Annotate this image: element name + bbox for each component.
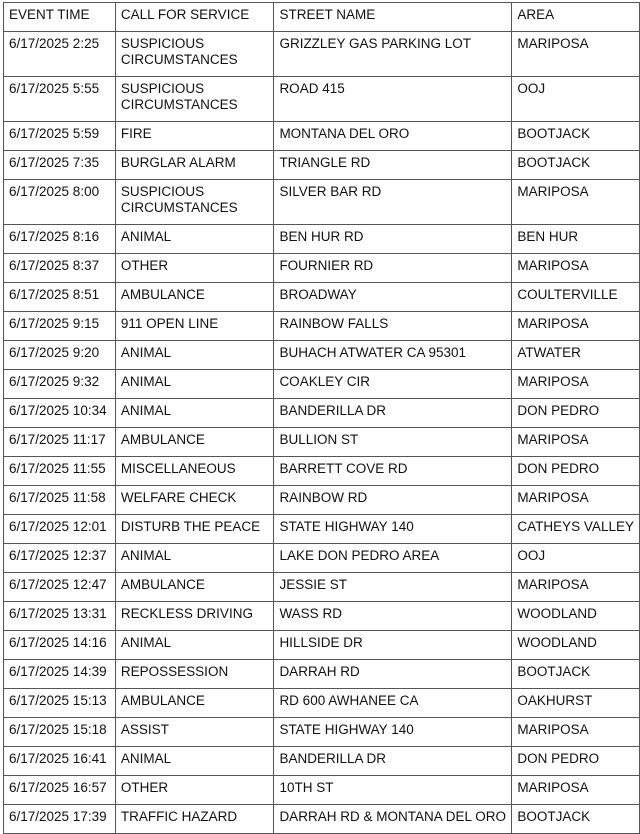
event-time-cell: 6/17/2025 11:55 — [4, 457, 116, 486]
street-name-cell: MONTANA DEL ORO — [274, 122, 512, 151]
area-cell: MARIPOSA — [512, 776, 640, 805]
table-row — [4, 776, 640, 805]
table-row — [4, 399, 640, 428]
call-for-service-cell: TRAFFIC HAZARD — [115, 805, 274, 834]
call-for-service-cell: SUSPICIOUS CIRCUMSTANCES — [115, 32, 274, 77]
call-for-service-cell: SUSPICIOUS CIRCUMSTANCES — [115, 77, 274, 122]
area-cell: BOOTJACK — [512, 122, 640, 151]
street-name-cell: LAKE DON PEDRO AREA — [274, 544, 512, 573]
event-time-cell: 6/17/2025 8:37 — [4, 254, 116, 283]
event-time-cell: 6/17/2025 14:16 — [4, 631, 116, 660]
event-time-cell: 6/17/2025 9:20 — [4, 341, 116, 370]
event-time-cell: 6/17/2025 14:39 — [4, 660, 116, 689]
event-time-cell: 6/17/2025 11:58 — [4, 486, 116, 515]
call-for-service-cell: ANIMAL — [115, 399, 274, 428]
area-cell: OAKHURST — [512, 689, 640, 718]
table-row — [4, 718, 640, 747]
table-row — [4, 254, 640, 283]
street-name-cell: WASS RD — [274, 602, 512, 631]
call-log-table — [3, 2, 640, 834]
street-name-cell: COAKLEY CIR — [274, 370, 512, 399]
call-for-service-cell: DISTURB THE PEACE — [115, 515, 274, 544]
area-cell: DON PEDRO — [512, 399, 640, 428]
event-time-cell: 6/17/2025 9:15 — [4, 312, 116, 341]
street-name-cell: BULLION ST — [274, 428, 512, 457]
table-header — [4, 3, 640, 32]
street-name-cell: RD 600 AWHANEE CA — [274, 689, 512, 718]
area-cell: WOODLAND — [512, 602, 640, 631]
street-name-cell: BROADWAY — [274, 283, 512, 312]
area-cell: OOJ — [512, 544, 640, 573]
table-row — [4, 457, 640, 486]
table-row — [4, 602, 640, 631]
area-cell: MARIPOSA — [512, 312, 640, 341]
area-cell: MARIPOSA — [512, 370, 640, 399]
event-time-cell: 6/17/2025 16:57 — [4, 776, 116, 805]
call-for-service-cell: MISCELLANEOUS — [115, 457, 274, 486]
call-for-service-cell: OTHER — [115, 776, 274, 805]
call-for-service-cell: BURGLAR ALARM — [115, 151, 274, 180]
area-cell: MARIPOSA — [512, 180, 640, 225]
street-name-cell: 10TH ST — [274, 776, 512, 805]
table-row — [4, 486, 640, 515]
event-time-cell: 6/17/2025 5:55 — [4, 77, 116, 122]
call-for-service-cell: AMBULANCE — [115, 689, 274, 718]
event-time-cell: 6/17/2025 12:01 — [4, 515, 116, 544]
call-for-service-cell: OTHER — [115, 254, 274, 283]
table-row — [4, 180, 640, 225]
street-name-cell: GRIZZLEY GAS PARKING LOT — [274, 32, 512, 77]
street-name-cell: ROAD 415 — [274, 77, 512, 122]
street-name-cell: DARRAH RD — [274, 660, 512, 689]
street-name-cell: BANDERILLA DR — [274, 747, 512, 776]
table-body — [4, 32, 640, 834]
table-row — [4, 747, 640, 776]
table-row — [4, 312, 640, 341]
call-for-service-cell: ANIMAL — [115, 370, 274, 399]
street-name-cell: SILVER BAR RD — [274, 180, 512, 225]
area-cell: COULTERVILLE — [512, 283, 640, 312]
event-time-cell: 6/17/2025 16:41 — [4, 747, 116, 776]
street-name-cell: RAINBOW RD — [274, 486, 512, 515]
street-name-cell: RAINBOW FALLS — [274, 312, 512, 341]
area-cell: MARIPOSA — [512, 428, 640, 457]
call-for-service-cell: ASSIST — [115, 718, 274, 747]
column-header-call-for-service: CALL FOR SERVICE — [115, 3, 274, 32]
event-time-cell: 6/17/2025 8:16 — [4, 225, 116, 254]
call-for-service-cell: AMBULANCE — [115, 428, 274, 457]
table-row — [4, 660, 640, 689]
table-row — [4, 225, 640, 254]
area-cell: MARIPOSA — [512, 32, 640, 77]
column-header-area: AREA — [512, 3, 640, 32]
street-name-cell: FOURNIER RD — [274, 254, 512, 283]
event-time-cell: 6/17/2025 13:31 — [4, 602, 116, 631]
area-cell: MARIPOSA — [512, 718, 640, 747]
street-name-cell: JESSIE ST — [274, 573, 512, 602]
street-name-cell: TRIANGLE RD — [274, 151, 512, 180]
table-row — [4, 151, 640, 180]
table-row — [4, 689, 640, 718]
table-row — [4, 32, 640, 77]
area-cell: MARIPOSA — [512, 254, 640, 283]
area-cell: CATHEYS VALLEY — [512, 515, 640, 544]
call-for-service-cell: 911 OPEN LINE — [115, 312, 274, 341]
area-cell: MARIPOSA — [512, 573, 640, 602]
street-name-cell: STATE HIGHWAY 140 — [274, 515, 512, 544]
call-for-service-cell: ANIMAL — [115, 631, 274, 660]
event-time-cell: 6/17/2025 8:00 — [4, 180, 116, 225]
call-for-service-cell: ANIMAL — [115, 225, 274, 254]
area-cell: WOODLAND — [512, 631, 640, 660]
event-time-cell: 6/17/2025 11:17 — [4, 428, 116, 457]
table-row — [4, 515, 640, 544]
table-row — [4, 631, 640, 660]
area-cell: OOJ — [512, 77, 640, 122]
table-row — [4, 805, 640, 834]
call-for-service-cell: AMBULANCE — [115, 283, 274, 312]
table-row — [4, 370, 640, 399]
area-cell: BEN HUR — [512, 225, 640, 254]
call-for-service-cell: ANIMAL — [115, 544, 274, 573]
street-name-cell: DARRAH RD & MONTANA DEL ORO — [274, 805, 512, 834]
event-time-cell: 6/17/2025 12:47 — [4, 573, 116, 602]
column-header-event-time: EVENT TIME — [4, 3, 116, 32]
event-time-cell: 6/17/2025 8:51 — [4, 283, 116, 312]
area-cell: MARIPOSA — [512, 486, 640, 515]
table-row — [4, 77, 640, 122]
street-name-cell: BARRETT COVE RD — [274, 457, 512, 486]
table-row — [4, 428, 640, 457]
street-name-cell: BANDERILLA DR — [274, 399, 512, 428]
table-row — [4, 341, 640, 370]
table-row — [4, 573, 640, 602]
street-name-cell: HILLSIDE DR — [274, 631, 512, 660]
table-row — [4, 283, 640, 312]
area-cell: DON PEDRO — [512, 747, 640, 776]
event-time-cell: 6/17/2025 12:37 — [4, 544, 116, 573]
street-name-cell: STATE HIGHWAY 140 — [274, 718, 512, 747]
call-for-service-cell: ANIMAL — [115, 747, 274, 776]
area-cell: BOOTJACK — [512, 805, 640, 834]
event-time-cell: 6/17/2025 9:32 — [4, 370, 116, 399]
call-for-service-cell: WELFARE CHECK — [115, 486, 274, 515]
table-row — [4, 122, 640, 151]
table-row — [4, 544, 640, 573]
header-row — [4, 3, 640, 32]
event-time-cell: 6/17/2025 10:34 — [4, 399, 116, 428]
call-for-service-cell: REPOSSESSION — [115, 660, 274, 689]
call-for-service-cell: FIRE — [115, 122, 274, 151]
column-header-street-name: STREET NAME — [274, 3, 512, 32]
call-for-service-cell: RECKLESS DRIVING — [115, 602, 274, 631]
street-name-cell: BUHACH ATWATER CA 95301 — [274, 341, 512, 370]
call-for-service-cell: AMBULANCE — [115, 573, 274, 602]
call-for-service-cell: SUSPICIOUS CIRCUMSTANCES — [115, 180, 274, 225]
area-cell: ATWATER — [512, 341, 640, 370]
event-time-cell: 6/17/2025 7:35 — [4, 151, 116, 180]
area-cell: DON PEDRO — [512, 457, 640, 486]
area-cell: BOOTJACK — [512, 151, 640, 180]
event-time-cell: 6/17/2025 5:59 — [4, 122, 116, 151]
event-time-cell: 6/17/2025 15:18 — [4, 718, 116, 747]
event-time-cell: 6/17/2025 2:25 — [4, 32, 116, 77]
event-time-cell: 6/17/2025 15:13 — [4, 689, 116, 718]
call-for-service-cell: ANIMAL — [115, 341, 274, 370]
area-cell: BOOTJACK — [512, 660, 640, 689]
event-time-cell: 6/17/2025 17:39 — [4, 805, 116, 834]
street-name-cell: BEN HUR RD — [274, 225, 512, 254]
